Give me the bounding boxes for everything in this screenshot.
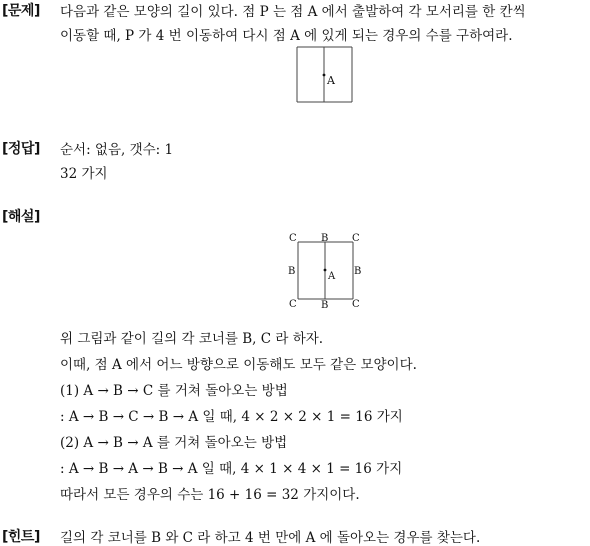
problem-figure bbox=[0, 40, 590, 150]
explanation-tag: [해설] bbox=[2, 209, 40, 225]
explanation-line-1: 위 그림과 같이 길의 각 코너를 B, C 라 하자. bbox=[60, 331, 324, 347]
explanation-line-3: (1) A → B → C 를 거쳐 돌아오는 방법 bbox=[60, 383, 288, 399]
exp-label-top-right: C bbox=[352, 233, 360, 244]
exp-label-mid-left: B bbox=[288, 266, 296, 277]
problem-text-line-2: 이동할 때, P 가 4 번 이동하여 다시 점 A 에 있게 되는 경우의 수를 구하여라. bbox=[60, 28, 513, 44]
explanation-line-2: 이때, 점 A 에서 어느 방향으로 이동해도 모두 같은 모양이다. bbox=[60, 357, 417, 373]
exp-label-bottom-mid: B bbox=[321, 300, 329, 311]
answer-tag: [정답] bbox=[2, 141, 40, 157]
figure-label-a: A bbox=[327, 74, 335, 87]
exp-label-center: A bbox=[328, 271, 336, 282]
problem-tag: [문제] bbox=[2, 3, 40, 19]
explanation-figure bbox=[0, 225, 590, 325]
figure-point-a bbox=[323, 74, 326, 77]
exp-label-bottom-right: C bbox=[352, 299, 360, 310]
answer-text-line-1: 순서: 없음, 갯수: 1 bbox=[60, 142, 174, 158]
exp-figure-point-a bbox=[324, 269, 327, 272]
problem-text-line-1: 다음과 같은 모양의 길이 있다. 점 P 는 점 A 에서 출발하여 각 모서리를 한 칸씩 bbox=[60, 4, 526, 20]
explanation-line-7: 따라서 모든 경우의 수는 16 + 16 = 32 가지이다. bbox=[60, 487, 360, 503]
exp-label-mid-right: B bbox=[354, 266, 362, 277]
exp-label-top-left: C bbox=[289, 233, 297, 244]
explanation-line-6: : A → B → A → B → A 일 때, 4 × 1 × 4 × 1 = 16 가지 bbox=[60, 461, 403, 477]
hint-text: 길의 각 코너를 B 와 C 라 하고 4 번 만에 A 에 돌아오는 경우를 찾는다. bbox=[60, 530, 481, 546]
explanation-line-4: : A → B → C → B → A 일 때, 4 × 2 × 2 × 1 = 16 가지 bbox=[60, 409, 403, 425]
exp-label-bottom-left: C bbox=[289, 299, 297, 310]
hint-tag: [힌트] bbox=[2, 529, 40, 545]
explanation-line-5: (2) A → B → A 를 거쳐 돌아오는 방법 bbox=[60, 435, 288, 451]
exp-label-top-mid: B bbox=[321, 233, 329, 244]
answer-text-line-2: 32 가지 bbox=[60, 166, 108, 182]
